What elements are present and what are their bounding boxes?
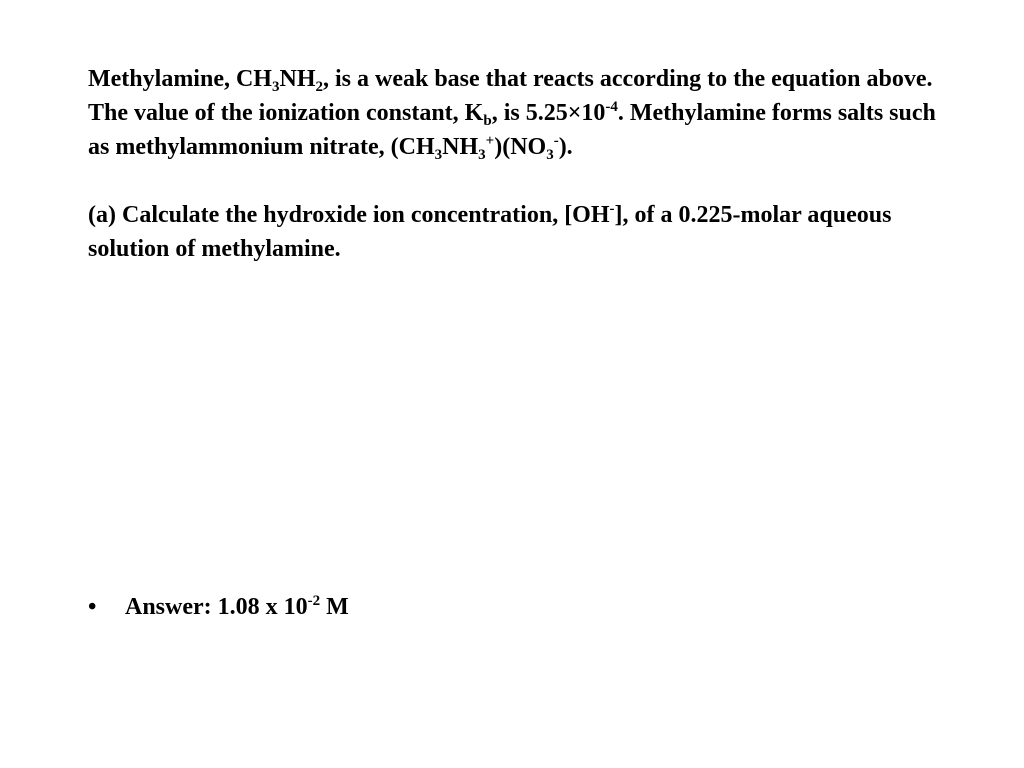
- answer-line: [88, 590, 349, 624]
- answer-label: Answer: 1.08 x 10: [125, 594, 308, 620]
- part-a-paragraph: (a) Calculate the hydroxide ion concentration, [OH-], of a 0.225-molar aqueous solution of methylamine.: [88, 201, 892, 262]
- intro-paragraph: Methylamine, $CH_3NH_2$, is a weak base that reacts according to the equation above. The value of the ionization constant, $K_b$, is $5.25\times 10^{-4}$. Methylamine forms salts such as methylammonium nitrate, $(CH_3NH_3^+)(NO_3^-)$.: [88, 66, 936, 163]
- answer-unit: M: [320, 594, 349, 620]
- bullet-icon: •: [88, 594, 97, 620]
- paragraph-gap: [88, 164, 948, 198]
- question-text: [88, 62, 948, 266]
- answer-exponent: -2: [307, 593, 321, 609]
